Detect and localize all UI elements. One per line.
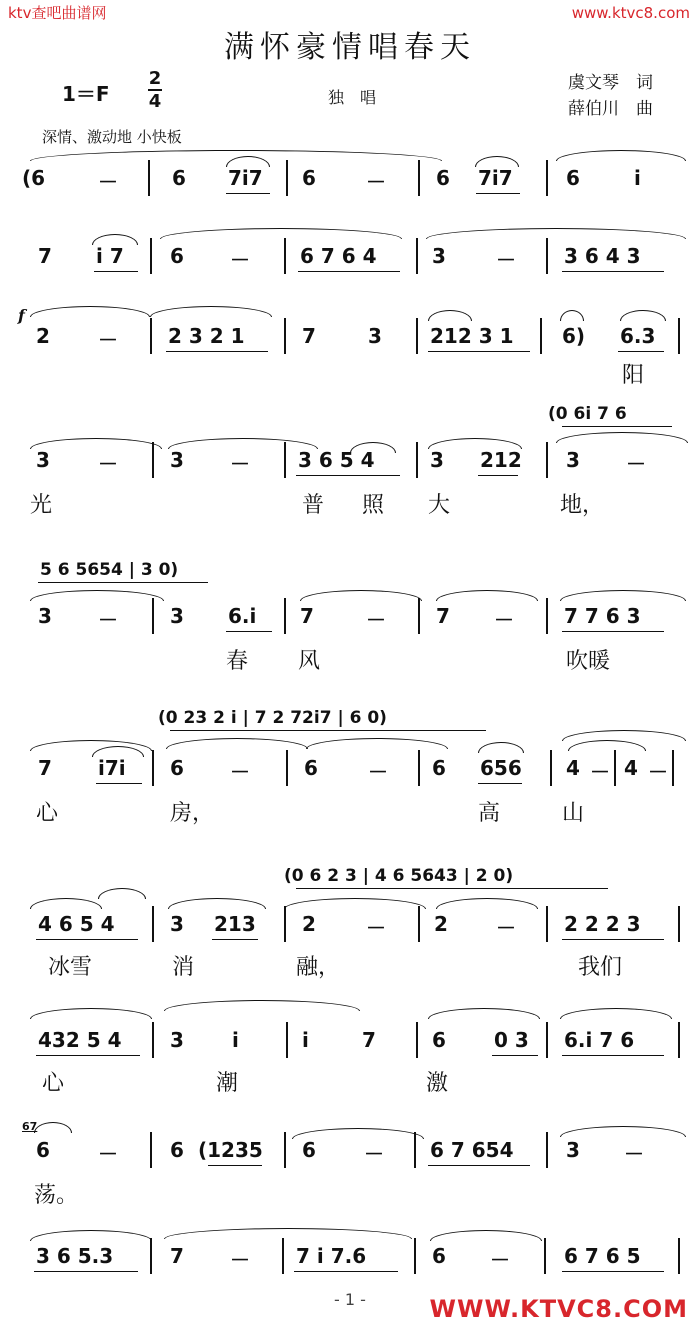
note: 6: [432, 756, 446, 780]
lyric: 激: [426, 1071, 449, 1096]
interlude-line: 5 6 5654 | 3 0): [40, 560, 179, 580]
note: 7 i 7.6: [296, 1244, 367, 1268]
note: －: [494, 608, 514, 632]
lyric: 春: [226, 649, 249, 674]
barline: [416, 442, 418, 478]
note: 212 3 1: [430, 324, 514, 348]
note: 3: [170, 1028, 184, 1052]
score-row-9: [0, 1108, 700, 1228]
score-row-8: [0, 994, 700, 1114]
note: 6: [566, 166, 580, 190]
note: －: [98, 328, 118, 352]
slur: [556, 432, 688, 443]
interlude-line: (0 6i 7 6: [548, 404, 627, 424]
note: 7: [38, 756, 52, 780]
slur: [560, 1126, 686, 1137]
lyric: 大: [428, 493, 451, 518]
slur: [30, 1230, 152, 1241]
note: i: [634, 166, 641, 190]
note: 7: [362, 1028, 376, 1052]
note: i: [302, 1028, 309, 1052]
barline: [152, 442, 154, 478]
slur: [428, 310, 472, 321]
note: －: [490, 1248, 510, 1272]
note: 2 3 2 1: [168, 324, 245, 348]
slur: [30, 590, 164, 601]
underline: [428, 1165, 530, 1166]
barline: [418, 598, 420, 634]
barline: [152, 1022, 154, 1058]
note: 213: [214, 912, 256, 936]
barline: [546, 1132, 548, 1168]
slur: [562, 730, 686, 741]
note: i7i: [98, 756, 126, 780]
page-number: - 1 -: [334, 1290, 366, 1309]
slur: [98, 888, 146, 899]
note: 6 7 654: [430, 1138, 514, 1162]
lyric: 冰雪: [48, 955, 93, 980]
underline: [208, 1165, 262, 1166]
note: 3: [38, 604, 52, 628]
barline: [678, 906, 680, 942]
time-signature: [148, 70, 162, 110]
slur: [306, 738, 448, 749]
barline: [546, 442, 548, 478]
interlude-line: (0 6 2 3 | 4 6 5643 | 2 0): [284, 866, 514, 886]
note: 3: [566, 448, 580, 472]
barline: [284, 318, 286, 354]
note: (1235: [198, 1138, 263, 1162]
note: －: [590, 760, 610, 784]
note: 6: [432, 1028, 446, 1052]
note: 3: [368, 324, 382, 348]
underline: [298, 271, 400, 272]
slur: [426, 228, 686, 239]
note: 3 6 5 4: [298, 448, 375, 472]
lyric: 山: [562, 801, 585, 826]
lyric: 光: [30, 493, 53, 518]
barline: [414, 1132, 416, 1168]
watermark-top-right: www.ktvc8.com: [571, 4, 690, 22]
interlude-line: (0 23 2 i | 7 2 72i7 | 6 0): [158, 708, 387, 728]
barline: [152, 750, 154, 786]
note: －: [496, 248, 516, 272]
barline: [546, 598, 548, 634]
barline: [418, 750, 420, 786]
lyric: 风: [298, 649, 321, 674]
slur: [284, 898, 426, 909]
dynamic-mark: f: [18, 306, 25, 325]
note: 4: [566, 756, 580, 780]
grace-notes: 67: [22, 1120, 38, 1133]
barline: [284, 238, 286, 274]
lyric: 阳: [622, 363, 645, 388]
slur: [478, 742, 524, 753]
note: i: [232, 1028, 239, 1052]
note: 4: [624, 756, 638, 780]
slur: [34, 1122, 72, 1133]
note: 4 6 5 4: [38, 912, 115, 936]
underline: [428, 351, 530, 352]
barline: [416, 318, 418, 354]
note: 3: [566, 1138, 580, 1162]
note: 3: [170, 912, 184, 936]
slur: [30, 898, 102, 909]
note: －: [230, 452, 250, 476]
barline: [546, 238, 548, 274]
barline: [614, 750, 616, 786]
underline: [562, 1271, 664, 1272]
note: －: [98, 608, 118, 632]
note: －: [98, 170, 118, 194]
lyric: 融，: [296, 955, 341, 980]
barline: [416, 1022, 418, 1058]
underline: [562, 271, 664, 272]
lyric: 我们: [578, 955, 623, 980]
underline: [492, 1055, 538, 1056]
underline: [226, 193, 270, 194]
underline: [166, 351, 268, 352]
underline: [36, 1055, 140, 1056]
underline: [562, 1055, 664, 1056]
note: 3 6 5.3: [36, 1244, 114, 1268]
underline: [618, 351, 664, 352]
note: 6: [304, 756, 318, 780]
barline: [540, 318, 542, 354]
time-signature-top: 2: [148, 68, 162, 89]
barline: [284, 906, 286, 942]
note: －: [98, 452, 118, 476]
barline: [286, 750, 288, 786]
underline: [94, 271, 138, 272]
barline: [418, 160, 420, 196]
note: 0 3: [494, 1028, 529, 1052]
lyric: 心: [42, 1071, 65, 1096]
slur: [436, 590, 538, 601]
barline: [282, 1238, 284, 1274]
underline: [170, 730, 486, 731]
underline: [294, 1271, 398, 1272]
note: 6: [432, 1244, 446, 1268]
note: 6: [436, 166, 450, 190]
lyric: 照: [362, 493, 385, 518]
score-row-4: [0, 400, 700, 520]
note: 7 7 6 3: [564, 604, 641, 628]
barline: [544, 1238, 546, 1274]
note: 6: [36, 1138, 50, 1162]
slur: [160, 228, 402, 239]
barline: [678, 1238, 680, 1274]
barline: [672, 750, 674, 786]
note: 6.3: [620, 324, 656, 348]
barline: [414, 1238, 416, 1274]
note: 3: [170, 448, 184, 472]
note: 2: [36, 324, 50, 348]
note: 6: [302, 1138, 316, 1162]
score-row-10: [0, 1222, 700, 1342]
barline: [286, 160, 288, 196]
note: 7: [436, 604, 450, 628]
note: －: [496, 916, 516, 940]
barline: [150, 1132, 152, 1168]
underline: [38, 582, 208, 583]
time-signature-bottom: 4: [148, 91, 162, 112]
barline: [546, 906, 548, 942]
note: 3: [432, 244, 446, 268]
lyric: 荡。: [34, 1183, 79, 1208]
underline: [296, 888, 608, 889]
underline: [562, 939, 664, 940]
slur: [436, 898, 538, 909]
barline: [152, 906, 154, 942]
note: 6: [170, 756, 184, 780]
underline: [562, 426, 672, 427]
barline: [284, 598, 286, 634]
note: 6: [170, 1138, 184, 1162]
lyric: 房，: [170, 801, 215, 826]
score-row-7: [0, 860, 700, 980]
underline: [562, 631, 664, 632]
underline: [478, 475, 518, 476]
slur: [620, 310, 666, 321]
score-row-6: [0, 700, 700, 826]
slur: [556, 150, 686, 161]
note: －: [230, 760, 250, 784]
barline: [678, 318, 680, 354]
note: －: [230, 1248, 250, 1272]
note: －: [624, 1142, 644, 1166]
slur: [568, 740, 646, 751]
note: 2: [302, 912, 316, 936]
note: 656: [480, 756, 522, 780]
note: 6: [172, 166, 186, 190]
note: －: [366, 170, 386, 194]
slur: [560, 590, 686, 601]
slur: [560, 1008, 672, 1019]
underline: [34, 1271, 138, 1272]
barline: [150, 238, 152, 274]
note: 7i7: [228, 166, 263, 190]
barline: [150, 318, 152, 354]
song-title: 满怀豪情唱春天: [224, 30, 476, 65]
barline: [286, 1022, 288, 1058]
barline: [148, 160, 150, 196]
slur: [30, 306, 150, 317]
watermark-top-left: ktv查吧曲谱网: [8, 4, 107, 22]
barline: [546, 160, 548, 196]
underline: [226, 631, 272, 632]
lyric: 地，: [560, 493, 605, 518]
note: 432 5 4: [38, 1028, 122, 1052]
underline: [212, 939, 258, 940]
underline: [296, 475, 400, 476]
lyric: 吹暖: [566, 649, 611, 674]
note: －: [364, 1142, 384, 1166]
note: 6.i: [228, 604, 257, 628]
note: －: [366, 608, 386, 632]
lyric: 潮: [216, 1071, 239, 1096]
slur: [164, 1228, 412, 1239]
score-row-5: [0, 552, 700, 672]
note: 7i7: [478, 166, 513, 190]
lyric: 心: [36, 801, 59, 826]
note: (6: [22, 166, 46, 190]
slur: [300, 590, 422, 601]
slur: [164, 1000, 360, 1011]
note: －: [368, 760, 388, 784]
note: 6: [302, 166, 316, 190]
underline: [478, 783, 522, 784]
slur: [428, 1008, 540, 1019]
note: －: [98, 1142, 118, 1166]
lyric: 普: [302, 493, 325, 518]
note: －: [230, 248, 250, 272]
note: 7: [300, 604, 314, 628]
lyric: 消: [172, 955, 195, 980]
note: 3: [36, 448, 50, 472]
note: 3: [170, 604, 184, 628]
slur: [560, 310, 584, 321]
underline: [96, 783, 142, 784]
barline: [546, 1022, 548, 1058]
note: 7: [38, 244, 52, 268]
slur: [430, 1230, 542, 1241]
slur: [168, 898, 266, 909]
barline: [418, 906, 420, 942]
key-signature: 1＝F: [62, 82, 110, 106]
note: 6 7 6 4: [300, 244, 377, 268]
note: 7: [302, 324, 316, 348]
tempo-marking: 深情、激动地 小快板: [42, 128, 182, 146]
note: 3: [430, 448, 444, 472]
note: －: [366, 916, 386, 940]
barline: [152, 598, 154, 634]
note: 6.i 7 6: [564, 1028, 635, 1052]
slur: [150, 306, 272, 317]
lyric: 高: [478, 801, 501, 826]
barline: [678, 1022, 680, 1058]
note: 2 2 2 3: [564, 912, 641, 936]
note: 7: [170, 1244, 184, 1268]
barline: [284, 1132, 286, 1168]
composer-credit: 薛伯川 曲: [568, 99, 653, 119]
watermark-bottom-right: WWW.KTVC8.COM: [429, 1295, 688, 1323]
lyricist-credit: 虞文琴 词: [568, 73, 653, 93]
note: 6: [170, 244, 184, 268]
underline: [36, 939, 138, 940]
note: 212: [480, 448, 522, 472]
note: 2: [434, 912, 448, 936]
slur: [30, 1008, 152, 1019]
note: 6): [562, 324, 586, 348]
performance-type: 独 唱: [328, 88, 377, 107]
barline: [550, 750, 552, 786]
barline: [416, 238, 418, 274]
note: －: [648, 760, 668, 784]
note: 3 6 4 3: [564, 244, 641, 268]
note: －: [626, 452, 646, 476]
slur: [166, 738, 308, 749]
note: 6 7 6 5: [564, 1244, 641, 1268]
note: i 7: [96, 244, 124, 268]
underline: [476, 193, 520, 194]
barline: [150, 1238, 152, 1274]
barline: [284, 442, 286, 478]
